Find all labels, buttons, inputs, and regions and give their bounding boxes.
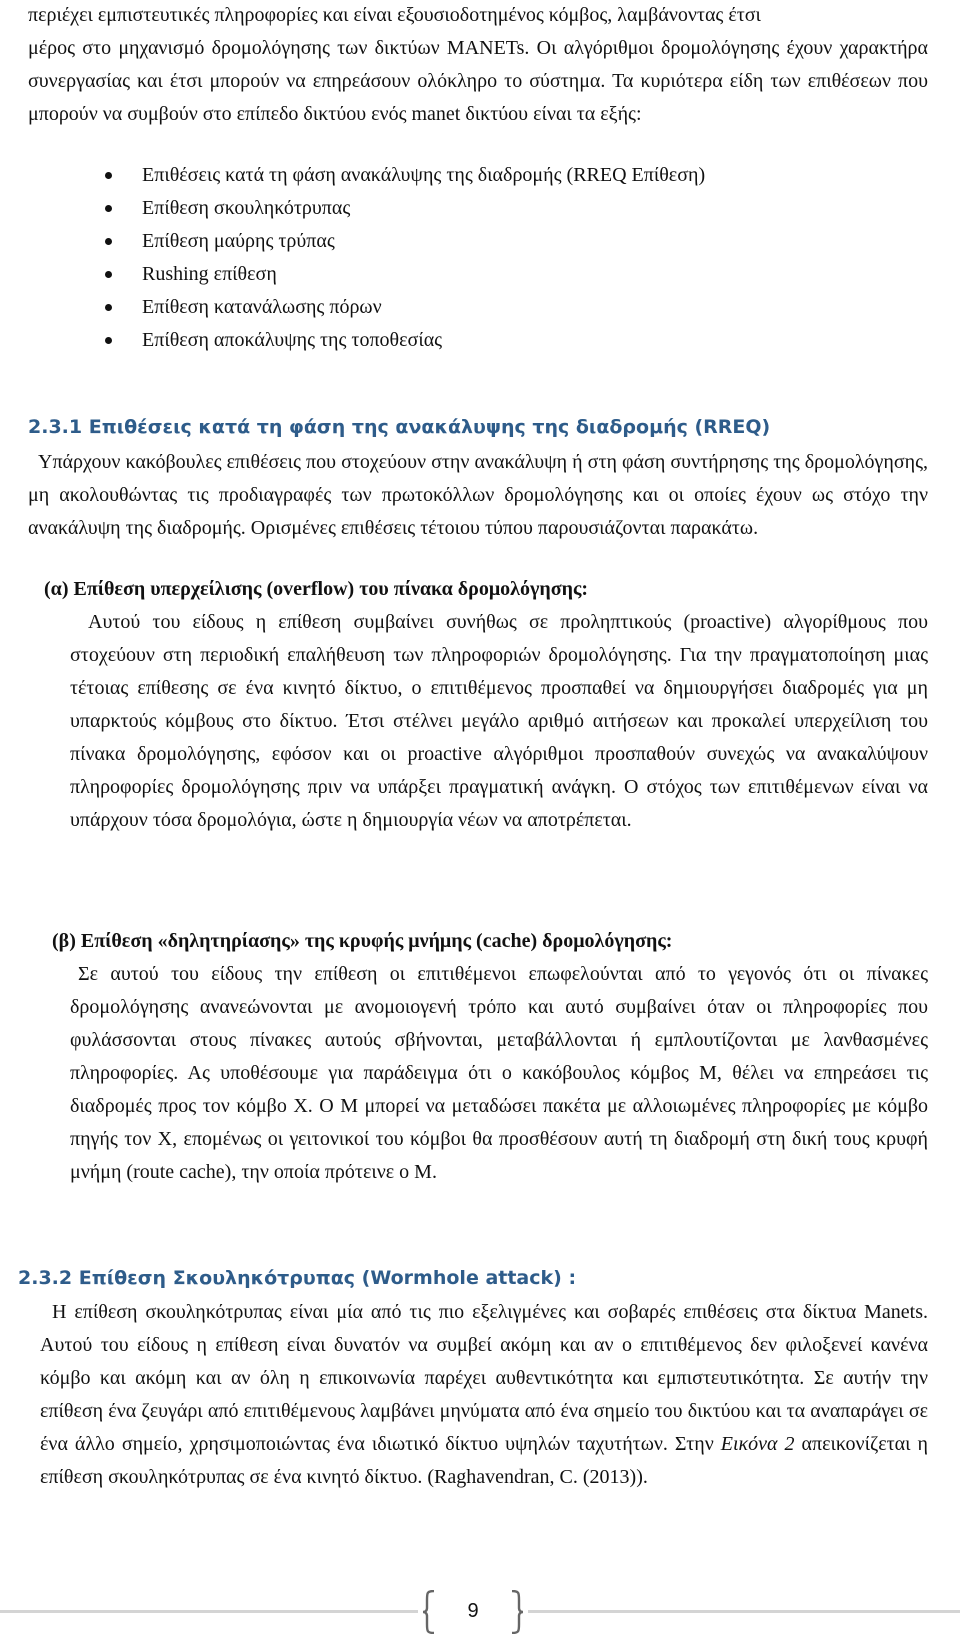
- right-brace-icon: [510, 1590, 524, 1634]
- section-2-3-1-paragraph: [28, 446, 928, 545]
- list-item: Επιθέσεις κατά τη φάση ανακάλυψης της διαδρομής (RREQ Επίθεση): [100, 159, 705, 192]
- list-item: Επίθεση μαύρης τρύπας: [100, 225, 705, 258]
- left-brace-icon: [422, 1590, 436, 1634]
- section-2-3-2-text-start: Η επίθεση σκουληκότρυπας είναι μία από τις πιο εξελιγμένες και σοβαρές επιθέσεις στα δίκτυα Manets. Αυτού του είδους η επίθεση είναι δυνατόν να συμβεί ακόμη και αν ο επιτιθέμενος δεν φιλοξενεί κανένα κόμβο και ακόμη και αν όλη η επικοινωνία παρέχει αυθεντικότητα και εμπιστευτικότητα. Σε αυτήν την επίθεση ένα ζευγάρι από επιτιθέμενους λαμβάνει μηνύματα από ένα σημείο του δικτύου και τα αναπαράγει σε ένα άλλο σημείο, χρησιμοποιώντας ένα ιδιωτικό δίκτυο υψηλών ταχυτήτων. Στην: [40, 1301, 928, 1455]
- section-2-3-1-text: Υπάρχουν κακόβουλες επιθέσεις που στοχεύουν στην ανακάλυψη ή στη φάση συντήρησης της δρομολόγησης, μη ακολουθώντας τις προδιαγραφές των πρωτοκόλλων δρομολόγησης και οι οποίες έχουν ως στόχο την ανακάλυψη της διαδρομής. Ορισμένες επιθέσεις τέτοιου τύπου παρουσιάζονται παρακάτω.: [28, 451, 928, 539]
- footer-rule-right: [528, 1610, 960, 1613]
- footer-rule-left: [0, 1610, 418, 1613]
- attack-a-paragraph: [70, 606, 928, 837]
- attack-a-heading: (α) Επίθεση υπερχείλισης (overflow) του πίνακα δρομολόγησης:: [44, 578, 589, 600]
- section-2-3-2-text-end: απεικονίζεται η επίθεση σκουληκότρυπας σε ένα κινητό δίκτυο. (Raghavendran, C. (2013)).: [40, 1433, 929, 1488]
- attack-b-paragraph: [70, 958, 928, 1189]
- section-heading-2-3-2: 2.3.2 Επίθεση Σκουληκότρυπας (Wormhole attack) :: [18, 1267, 577, 1289]
- page-footer: [0, 1590, 960, 1634]
- list-item: Επίθεση κατανάλωσης πόρων: [100, 291, 705, 324]
- section-heading-2-3-1: 2.3.1 Επιθέσεις κατά τη φάση της ανακάλυψης της διαδρομής (RREQ): [28, 416, 771, 438]
- intro-text: μέρος στο μηχανισμό δρομολόγησης των δικτύων MANETs. Οι αλγόριθμοι δρομολόγησης έχουν χαρακτήρα συνεργασίας και έτσι μπορούν να επηρεάσουν ολόκληρο το σύστημα. Τα κυριότερα είδη των επιθέσεων που μπορούν να συμβούν στο επίπεδο δικτύου ενός manet δικτύου είναι τα εξής:: [28, 37, 928, 125]
- list-item: Rushing επίθεση: [100, 258, 705, 291]
- figure-reference: Εικόνα 2: [720, 1433, 795, 1455]
- attack-b-heading: (β) Επίθεση «δηλητηρίασης» της κρυφής μνήμης (cache) δρομολόγησης:: [52, 930, 673, 952]
- intro-first-line: περιέχει εμπιστευτικές πληροφορίες και είναι εξουσιοδοτημένος κόμβος, λαμβάνοντας έτσι: [28, 4, 761, 26]
- attack-a-text: Αυτού του είδους η επίθεση συμβαίνει συνήθως σε προληπτικούς (proactive) αλγορίθμους που στοχεύουν στη περιοδική επαλήθευση των πληροφοριών δρομολόγησης. Για την πραγματοποίηση μιας τέτοιας επίθεσης σε ένα κινητό δίκτυο, ο επιτιθέμενος προσπαθεί να δημιουργήσει διαδρομές για μη υπαρκτούς κόμβους στο δίκτυο. Έτσι στέλνει μεγάλο αριθμό αιτήσεων και προκαλεί υπερχείλιση του πίνακα δρομολόγησης, εφόσον και οι proactive αλγόριθμοι προσπαθούν συνεχώς να ανακαλύψουν πληροφορίες δρομολόγησης πριν να υπάρξει πραγματική ανάγκη. Ο στόχος των επιτιθέμενων είναι να υπάρχουν τόσα δρομολόγια, ώστε η δημιουργία νέων να αποτρέπεται.: [70, 611, 928, 831]
- list-item: Επίθεση σκουληκότρυπας: [100, 192, 705, 225]
- section-2-3-2-paragraph: [40, 1296, 928, 1494]
- attack-b-text: Σε αυτού του είδους την επίθεση οι επιτιθέμενοι επωφελούνται από το γεγονός ότι οι πίνακες δρομολόγησης ανανεώνονται με ανομοιογενή τρόπο και αυτό συμβαίνει όταν οι πληροφορίες που φυλάσσονται στους πίνακες αυτούς σβήνονται, μεταβάλλονται ή εμπλουτίζονται με λανθασμένες πληροφορίες. Ας υποθέσουμε για παράδειγμα ότι ο κακόβουλος κόμβος Μ, θέλει να επηρεάσει τις διαδρομές προς τον κόμβο Χ. Ο Μ μπορεί να μεταδώσει πακέτα με αλλοιωμένες πληροφορίες με κόμβο πηγής τον Χ, επομένως οι γειτονικοί του κόμβοι θα προσθέσουν αυτή τη διαδρομή στη δική τους κρυφή μνήμη (route cache), την οποία πρότεινε ο Μ.: [70, 963, 928, 1183]
- list-item: Επίθεση αποκάλυψης της τοποθεσίας: [100, 324, 705, 357]
- intro-paragraph: [28, 0, 928, 131]
- page-number: 9: [467, 1600, 479, 1622]
- attack-types-list: [100, 159, 705, 357]
